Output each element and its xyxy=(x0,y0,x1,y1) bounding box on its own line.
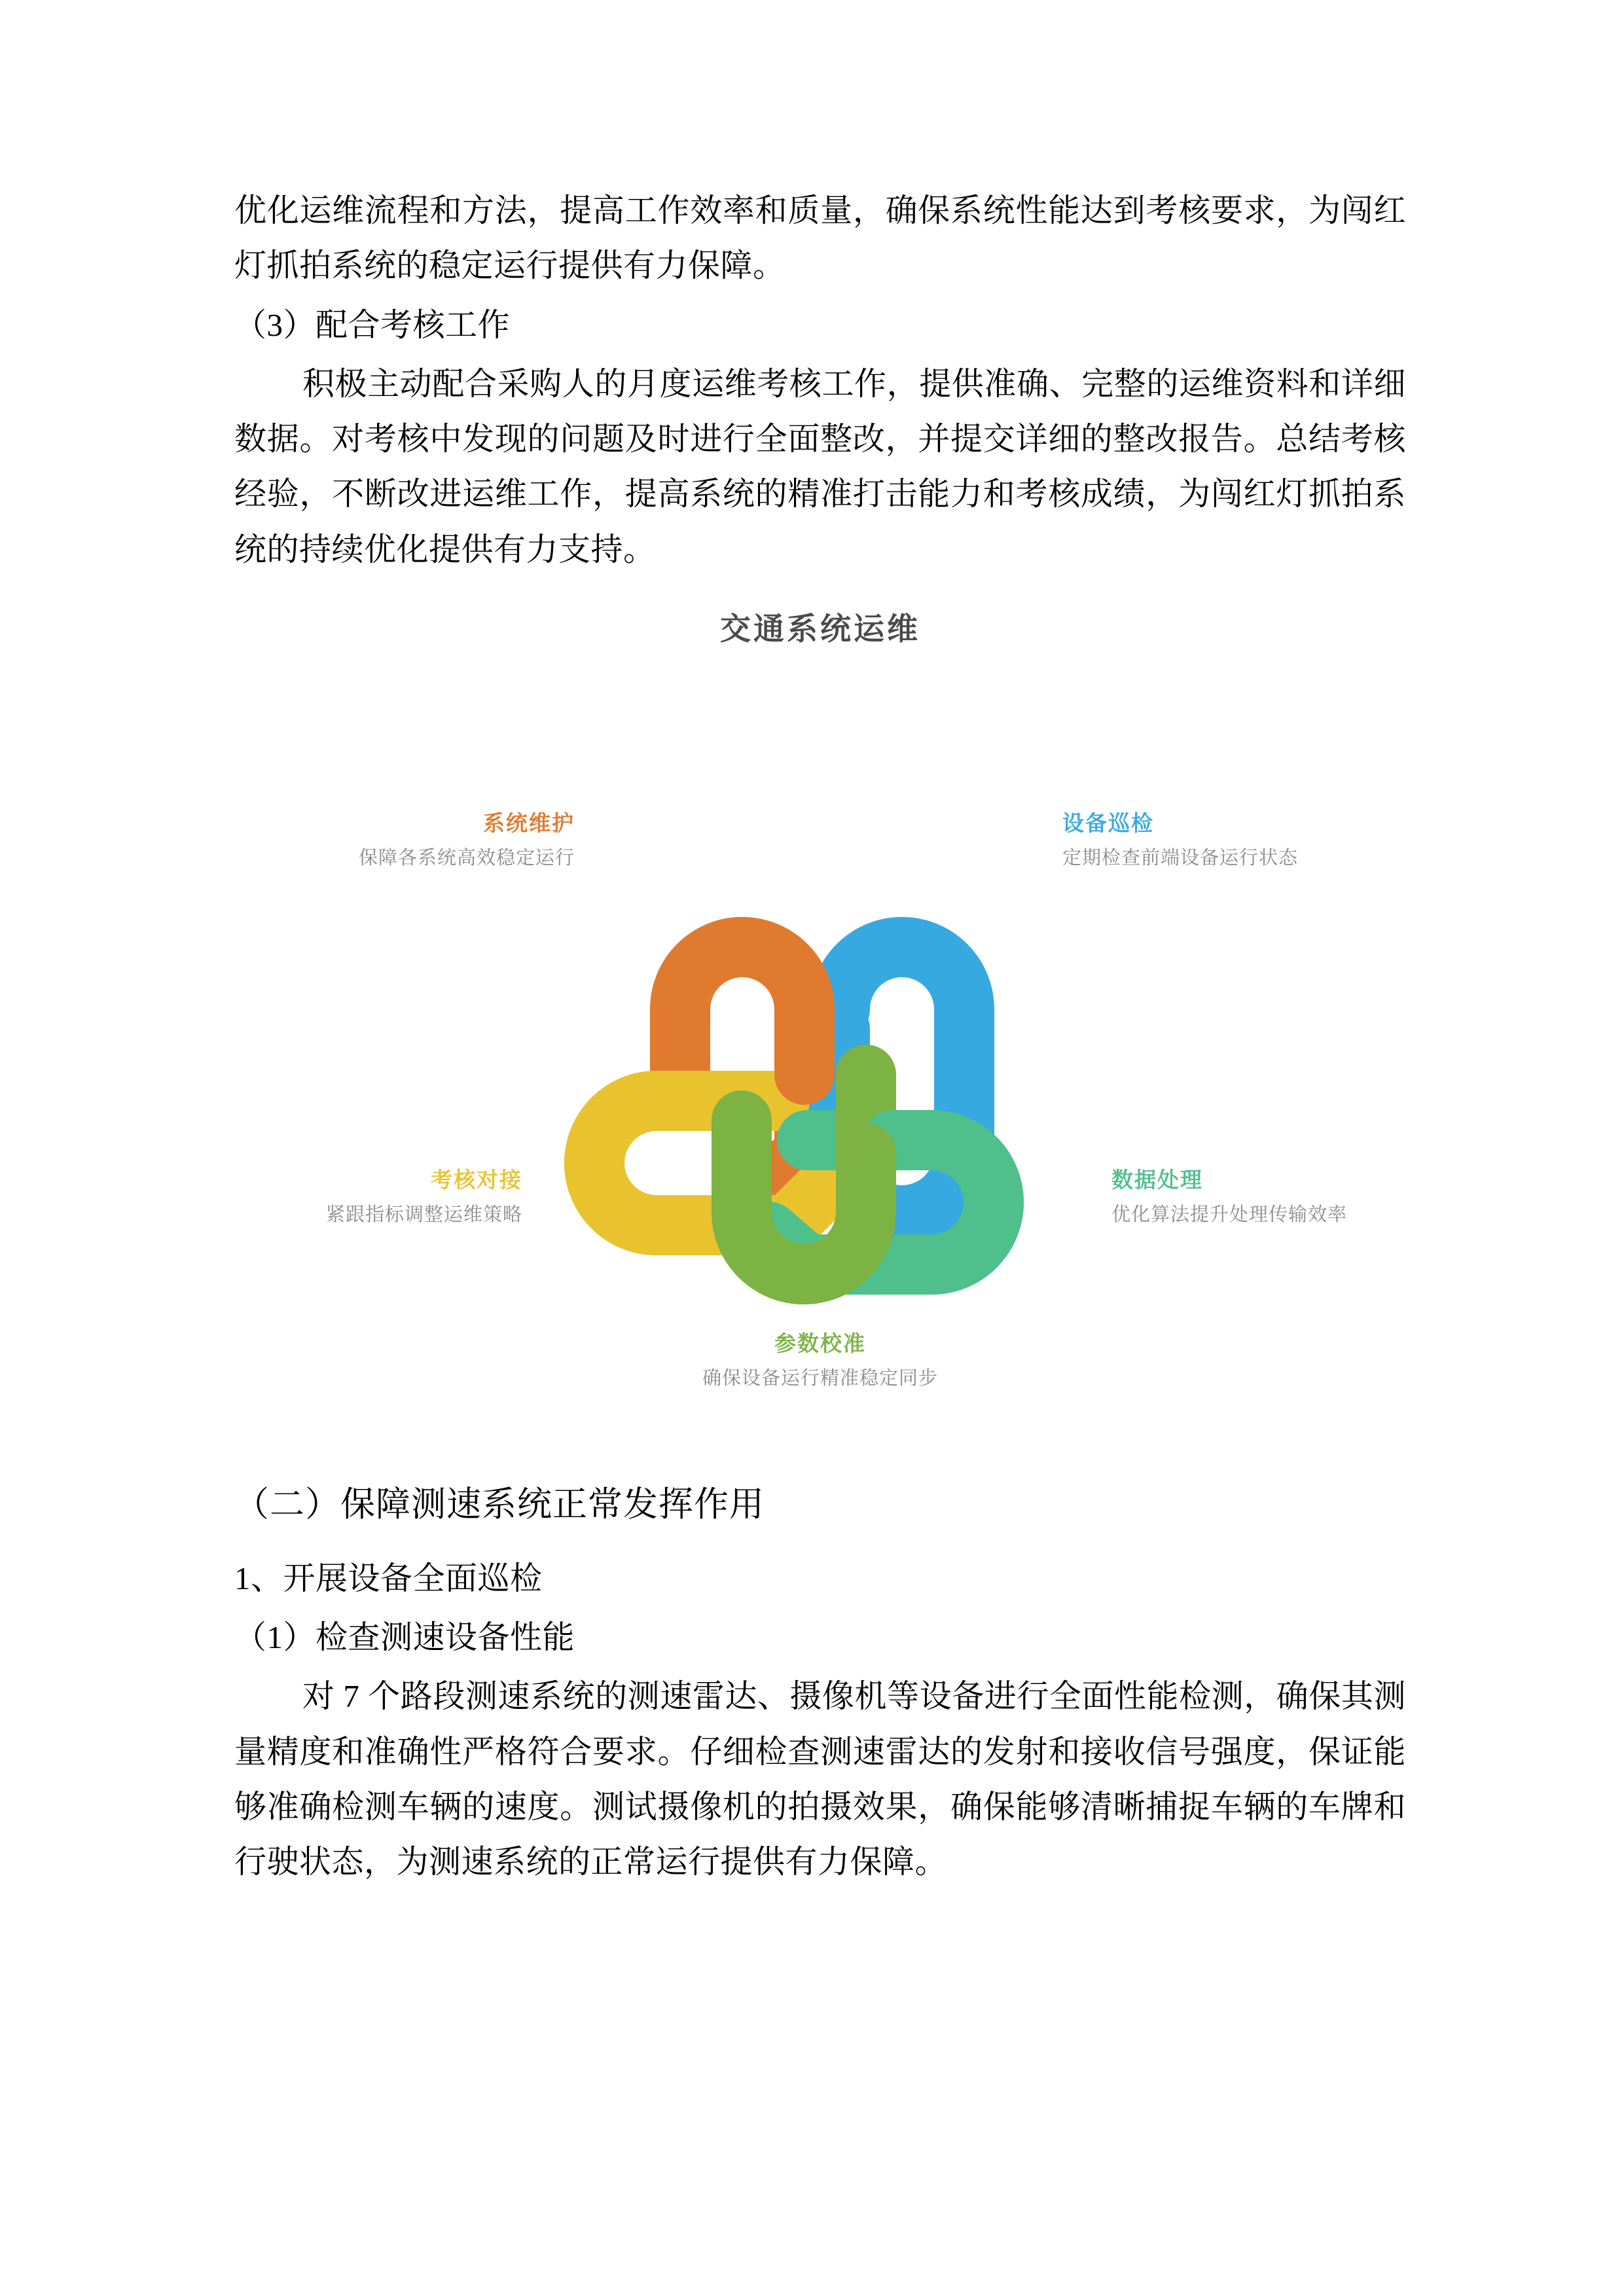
paragraph-check-speed-device-heading: （1）检查测速设备性能 xyxy=(234,1619,575,1656)
label-data-processing xyxy=(1111,1163,1360,1228)
label-assessment-docking xyxy=(274,1163,522,1228)
label-parameter-calibration-title: 参数校准 xyxy=(774,1330,866,1356)
document-body xyxy=(234,183,1406,1894)
paragraph-check-speed-device-body: 对 7 个路段测速系统的测速雷达、摄像机等设备进行全面性能检测，确保其测量精度和准确性严格符合要求。仔细检查测速雷达的发射和接收信号强度，保证能够准确检测车辆的速度。测试摄像机的拍摄效果，确保能够清晰捕捉车辆的车牌和行驶状态，为测速系统的正常运行提供有力保障。 xyxy=(234,1678,1406,1880)
label-device-inspection-desc: 定期检查前端设备运行状态 xyxy=(1062,846,1299,869)
paragraph-inspection-heading: 1、开展设备全面巡检 xyxy=(234,1560,543,1596)
label-system-maintenance-title: 系统维护 xyxy=(483,810,575,836)
section-heading: （二）保障测速系统正常发挥作用 xyxy=(234,1485,765,1524)
paragraph-assessment-cooperation: 积极主动配合采购人的月度运维考核工作，提供准确、完整的运维资料和详细数据。对考核中发现的问题及时进行全面整改，并提交详细的整改报告。总结考核经验，不断改进运维工作，提高系统的精准打击能力和考核成绩，为闯红灯抓拍系统的持续优化提供有力支持。 xyxy=(234,365,1406,567)
label-data-processing-title: 数据处理 xyxy=(1111,1166,1203,1193)
label-assessment-docking-title: 考核对接 xyxy=(431,1166,522,1193)
label-assessment-docking-desc: 紧跟指标调整运维策略 xyxy=(325,1202,522,1225)
paragraph-heading-3: （3）配合考核工作 xyxy=(234,306,511,343)
interlocking-knot-graphic xyxy=(526,813,1115,1336)
label-parameter-calibration-desc: 确保设备运行精准稳定同步 xyxy=(702,1366,938,1389)
infographic-traffic-system-ops xyxy=(234,597,1406,1448)
infographic-title: 交通系统运维 xyxy=(720,611,920,647)
label-data-processing-desc: 优化算法提升处理传输效率 xyxy=(1111,1202,1348,1225)
paragraph-optimize-ops: 优化运维流程和方法，提高工作效率和质量，确保系统性能达到考核要求，为闯红灯抓拍系统的稳定运行提供有力保障。 xyxy=(234,192,1406,284)
label-system-maintenance-desc: 保障各系统高效稳定运行 xyxy=(358,846,575,869)
label-device-inspection-title: 设备巡检 xyxy=(1062,810,1154,836)
